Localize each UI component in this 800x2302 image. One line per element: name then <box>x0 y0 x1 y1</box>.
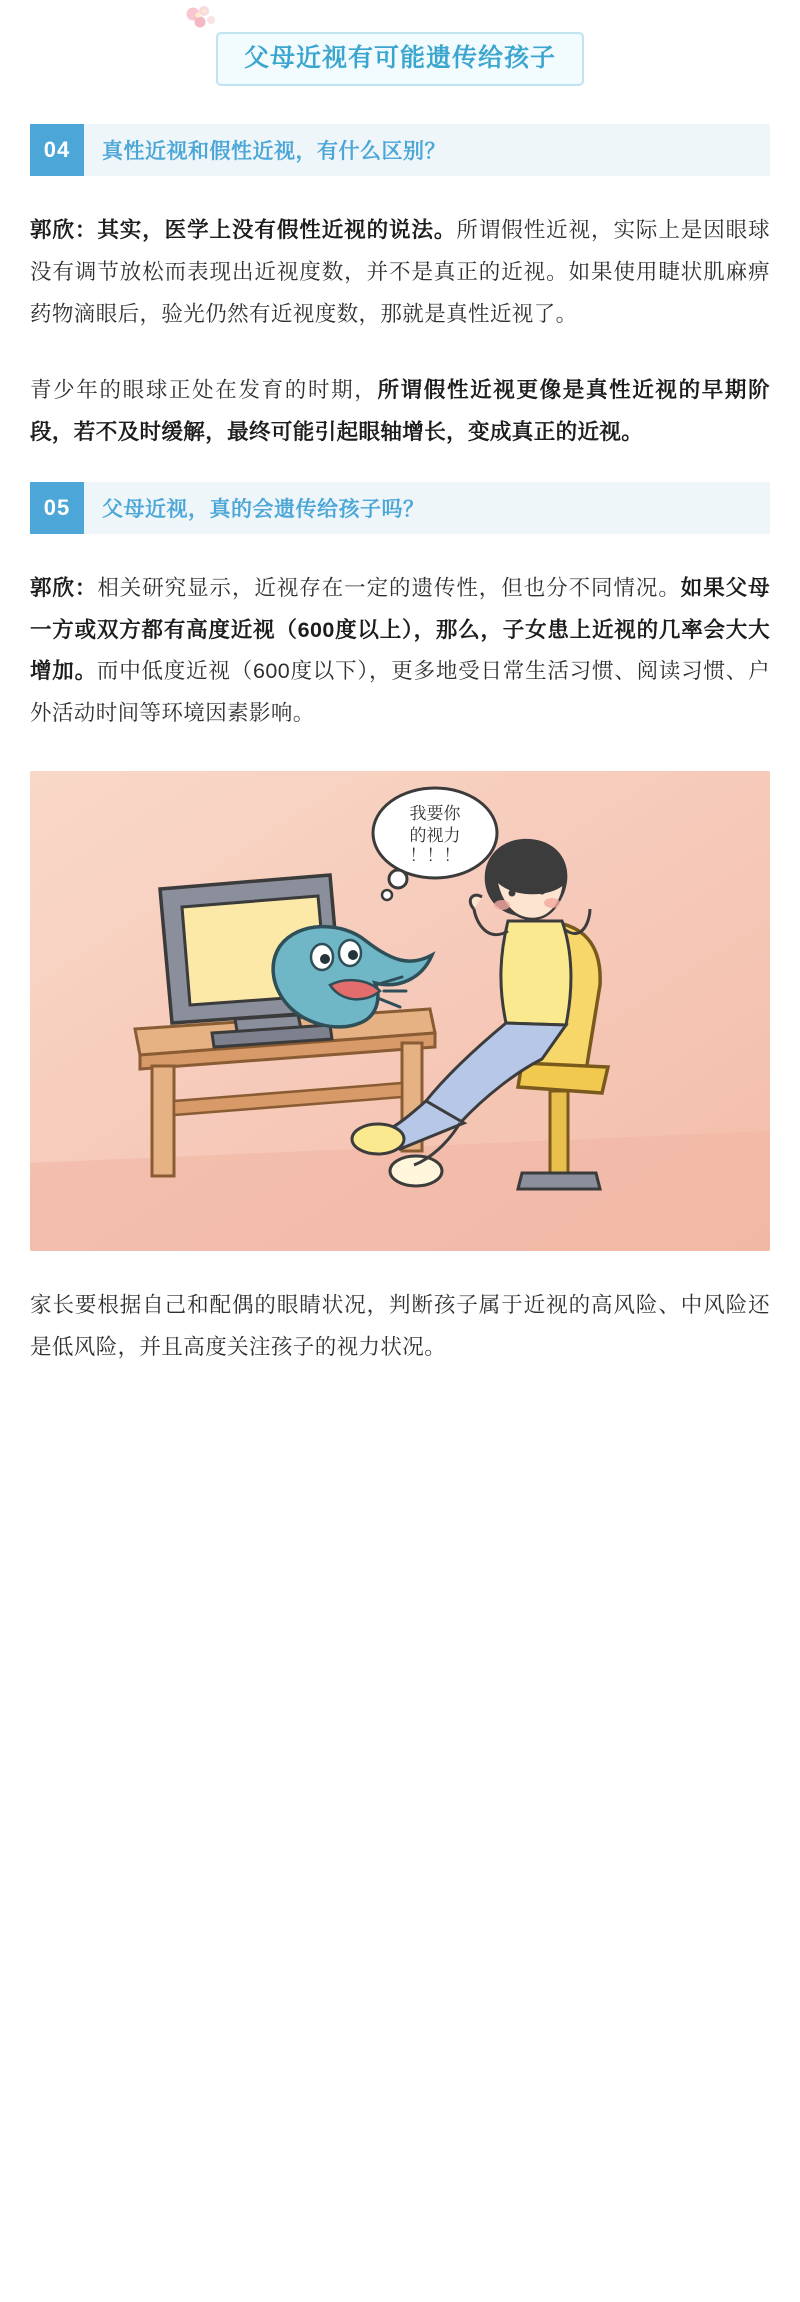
article-header <box>0 0 800 96</box>
speaker-label: 郭欣： <box>30 218 98 242</box>
paragraph-bold-head: 其实，医学上没有假性近视的说法。 <box>97 218 457 242</box>
paragraph-text: 所谓假性近视，实际上是因眼球没有调节放松而表现出近视度数，并不是真正的近视。如果使用睫状肌麻痹药物滴眼后，验光仍然有近视度数，那就是真性近视了。 <box>30 218 770 326</box>
paragraph-05-1 <box>30 568 770 736</box>
paragraph-text-tail: 而中低度近视（600度以下），更多地受日常生活习惯、阅读习惯、户外活动时间等环境因素影响。 <box>30 659 770 726</box>
paragraph-bold-mid: 如果父母一方或双方都有高度近视（600度以上），那么，子女患上近视的几率会大大增加。 <box>30 575 771 684</box>
title-box <box>216 32 584 86</box>
section-title: 真性近视和假性近视，有什么区别？ <box>102 140 446 163</box>
svg-text:的视力: 的视力 <box>409 826 461 846</box>
flower-icon <box>178 2 224 42</box>
section-header-05 <box>30 482 770 534</box>
paragraph-04-1 <box>30 210 770 336</box>
illustration-svg <box>30 771 770 1251</box>
paragraph-text: 青少年的眼球正处在发育的时期， <box>30 377 378 402</box>
paragraph-04-2 <box>30 370 770 454</box>
paragraph-text: 相关研究显示，近视存在一定的遗传性，但也分不同情况。 <box>97 575 681 600</box>
page-title: 父母近视有可能遗传给孩子 <box>243 44 556 72</box>
speaker-label: 郭欣： <box>30 575 98 600</box>
section-number: 05 <box>30 482 84 534</box>
section-header-04 <box>30 124 770 176</box>
illustration-cartoon <box>30 771 770 1251</box>
section-number: 04 <box>30 124 84 176</box>
closing-paragraph: 家长要根据自己和配偶的眼睛状况，判断孩子属于近视的高风险、中风险还是低风险，并且高度关注孩子的视力状况。 <box>30 1293 770 1360</box>
svg-text:我要你: 我要你 <box>409 804 461 824</box>
section-title: 父母近视，真的会遗传给孩子吗？ <box>102 497 425 521</box>
svg-text:！！！: ！！！ <box>409 846 461 866</box>
paragraph-bold-tail: 所谓假性近视更像是真性近视的早期阶段，若不及时缓解，最终可能引起眼轴增长，变成真正的近视。 <box>30 377 770 444</box>
